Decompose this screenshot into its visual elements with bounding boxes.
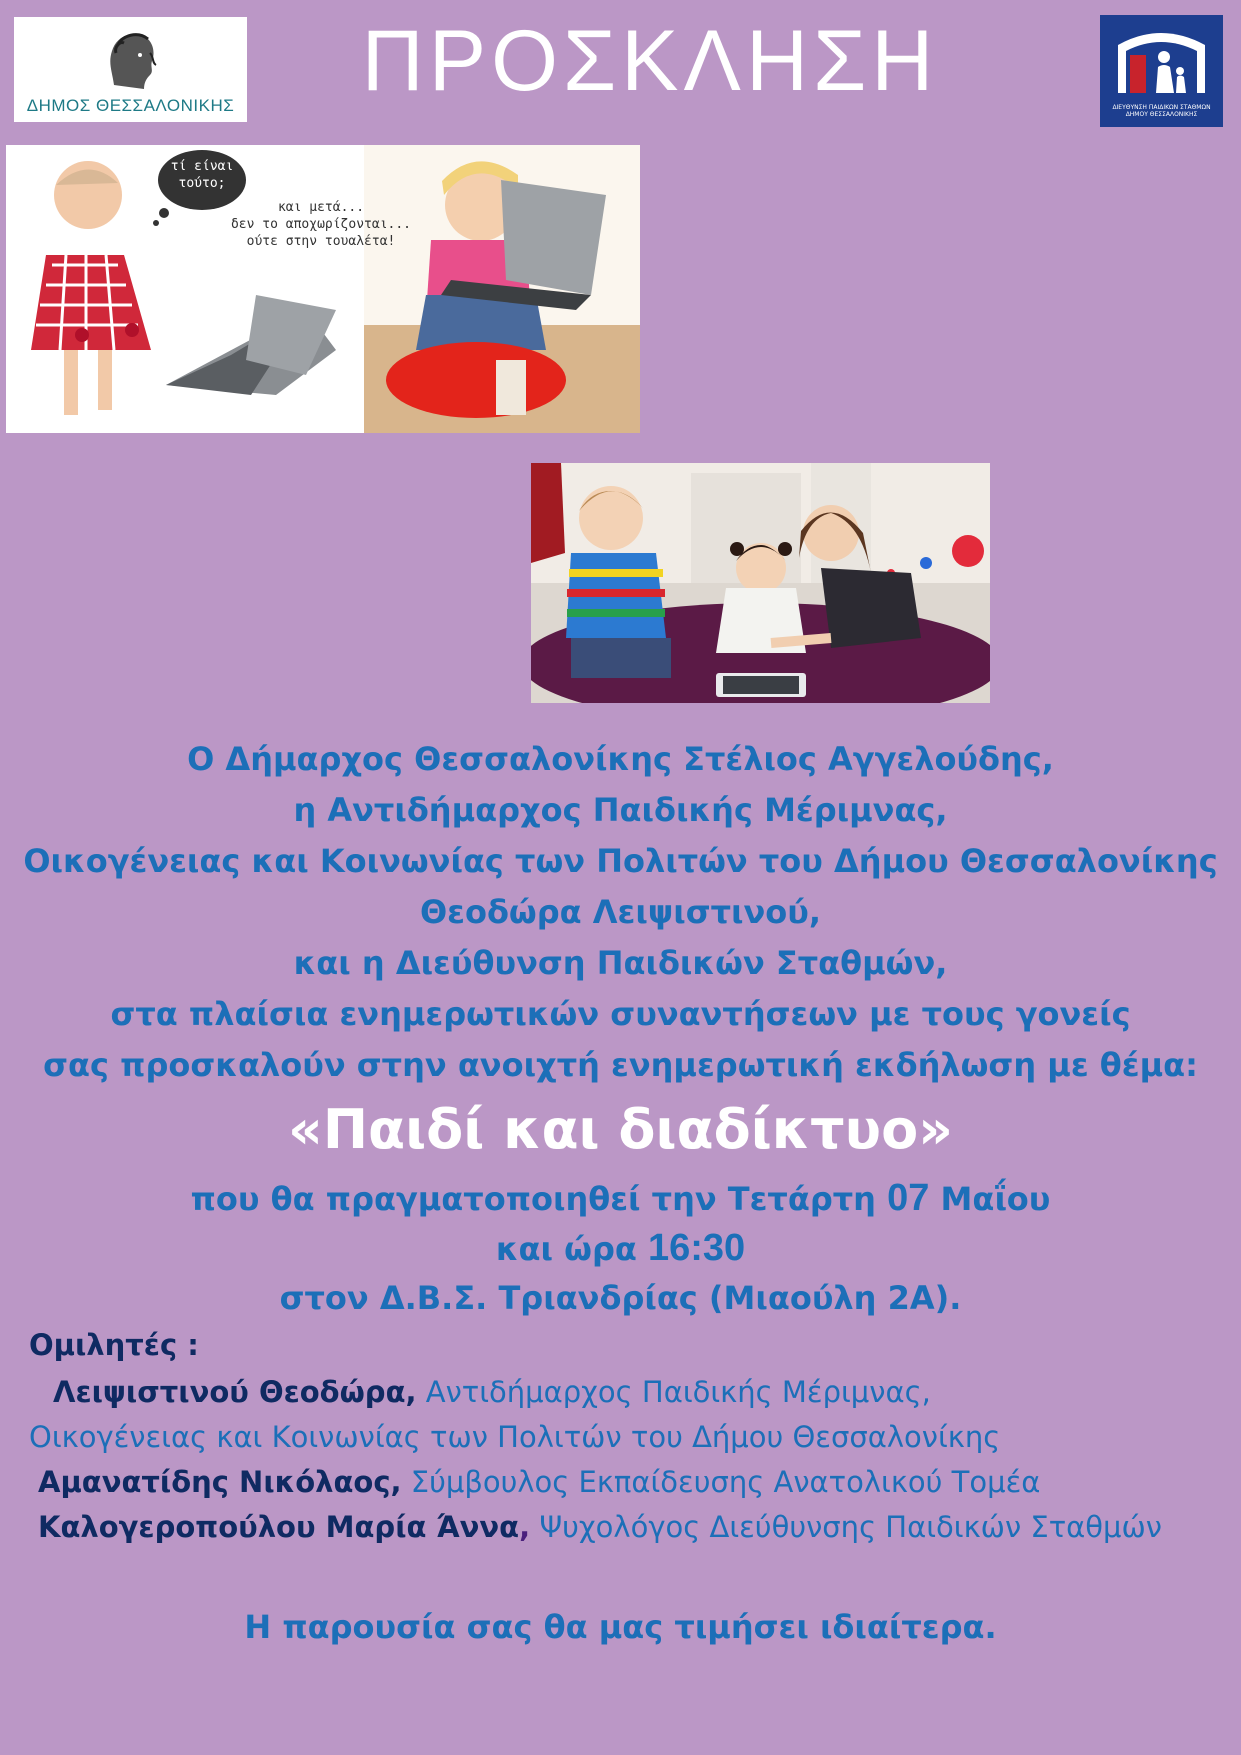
event-date-prefix: που θα πραγματοποιηθεί την Τετάρτη [190,1180,876,1218]
alexander-head-icon [94,23,166,95]
thought-bubble-text: τί είναι τούτο; [170,159,234,191]
speakers-heading: Ομιλητές : [29,1328,199,1362]
photo-caption [221,200,421,251]
speaker-2-name: Αμανατίδης Νικόλαος [38,1465,391,1499]
speaker-2-role: Σύμβουλος Εκπαίδευσης Ανατολικού Τομέα [410,1465,1041,1499]
event-time-prefix: και ώρα [495,1230,637,1268]
speaker-3-role: Ψυχολόγος Διεύθυνσης Παιδικών Σταθμών [539,1510,1162,1544]
photo-caption-line: ούτε στην τουαλέτα! [246,233,396,249]
speaker-1-name: Λειψιστινού Θεοδώρα [53,1375,406,1409]
event-date-line [0,1176,1241,1222]
intro-line-deputy-title: η Αντιδήμαρχος Παιδικής Μέριμνας, [293,791,948,829]
nursery-building-icon [1100,15,1223,100]
directorate-logo-text: ΔΙΕΥΘΥΝΣΗ ΠΑΙΔΙΚΩΝ ΣΤΑΘΜΩΝ ΔΗΜΟΥ ΘΕΣΣΑΛΟΝΙΚΗΣ [1112,104,1211,119]
children-tablet-photo [531,463,990,703]
photo-caption-line: δεν το αποχωρίζονται... [230,216,411,232]
speaker-1-role: Αντιδήμαρχος Παιδικής Μέριμνας, [425,1375,931,1409]
event-location: στον Δ.Β.Σ. Τριανδρίας (Μιαούλη 2Α). [279,1279,962,1317]
intro-line-mayor: Ο Δήμαρχος Θεσσαλονίκης Στέλιος Αγγελούδης, [187,740,1054,778]
toddlers-laptop-photo [6,145,640,433]
municipality-logo-text: ΔΗΜΟΣ ΘΕΣΣΑΛΟΝΙΚΗΣ [26,96,235,115]
speaker-2 [38,1465,1040,1500]
closing-line: Η παρουσία σας θα μας τιμήσει ιδιαίτερα. [244,1608,997,1646]
event-time: 16:30 [647,1227,746,1269]
event-month: Μαΐου [940,1180,1051,1218]
speaker-1-role-cont: Οικογένειας και Κοινωνίας των Πολιτών του Δήμου Θεσσαλονίκης [29,1420,1001,1454]
event-time-line [0,1226,1241,1272]
speaker-3-name: Καλογεροπούλου Μαρία Άννα [38,1510,520,1544]
page-title: ΠΡΟΣΚΛΗΣΗ [361,13,939,109]
intro-line-directorate: και η Διεύθυνση Παιδικών Σταθμών, [293,944,948,982]
speaker-1-comma: , [405,1375,417,1409]
intro-line-deputy-title-cont: Οικογένειας και Κοινωνίας των Πολιτών του Δήμου Θεσσαλονίκης [23,842,1218,880]
event-day: 07 [887,1177,930,1219]
speaker-2-comma: , [390,1465,402,1499]
photo-caption-line: και μετά... [277,200,365,215]
speaker-1 [53,1375,931,1410]
intro-line-deputy-name: Θεοδώρα Λειψιστινού, [419,893,822,931]
intro-line-context: στα πλαίσια ενημερωτικών συναντήσεων με τους γονείς [110,995,1131,1033]
intro-line-invitation: σας προσκαλούν στην ανοιχτή ενημερωτική εκδήλωση με θέμα: [43,1046,1198,1084]
nurseries-directorate-logo [1100,15,1223,127]
municipality-logo [14,17,247,122]
speaker-3 [38,1510,1162,1545]
speaker-3-comma: , [519,1510,531,1544]
event-topic: «Παιδί και διαδίκτυο» [287,1098,954,1161]
